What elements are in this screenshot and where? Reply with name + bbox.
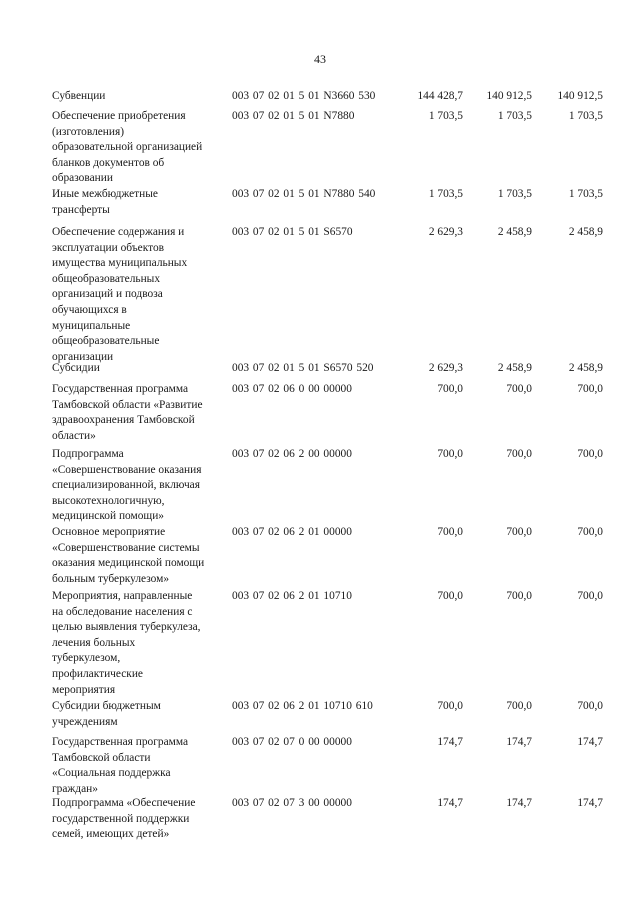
row-name-line: больным туберкулезом» [52,572,170,585]
row-name-line: учреждениям [52,715,118,728]
row-value-1: 174,7 [437,736,463,748]
row-value-2: 174,7 [506,736,532,748]
row-value-3: 700,0 [577,448,603,460]
row-name-line: Обеспечение содержания и [52,226,185,238]
row-value-3: 140 912,5 [557,90,603,102]
row-name-line: (изготовления) [52,125,125,138]
row-name [52,382,228,444]
row-name-line: общеобразовательных [52,272,161,285]
row-name-line: имущества муниципальных [52,257,188,270]
row-name-line: муниципальные [52,319,131,332]
row-value-1: 144 428,7 [417,90,463,102]
row-name-line: области» [52,429,96,442]
row-name-line: Государственная программа [52,383,189,395]
row-name-line: туберкулезом, [52,652,121,665]
row-name-line: образовании [52,172,113,185]
row-name [52,699,228,730]
row-value-2: 700,0 [506,526,532,538]
row-code: 003 07 02 06 0 00 00000 [232,383,352,395]
row-name-line: «Совершенствование системы [52,541,200,554]
row-value-3: 1 703,5 [568,188,603,200]
row-value-2: 2 458,9 [497,226,532,238]
row-value-3: 700,0 [577,700,603,712]
row-name-line: Государственная программа [52,736,189,748]
row-name-line: мероприятия [52,683,116,696]
page-number: 43 [314,52,326,66]
row-name [52,735,228,797]
row-name [52,225,228,365]
row-name [52,109,228,187]
row-name-line: организаций и подвоза [52,288,163,301]
row-name-line: Обеспечение приобретения [52,110,186,122]
row-value-1: 2 629,3 [428,362,463,374]
row-value-1: 700,0 [437,700,463,712]
row-name-line: общеобразовательные [52,335,160,348]
row-name-line: профилактические [52,667,143,680]
row-name-line: организации [52,350,114,363]
row-name [52,361,228,377]
row-value-2: 2 458,9 [497,362,532,374]
row-name-line: «Социальная поддержка [52,767,171,780]
row-name [52,589,228,698]
row-name-line: Мероприятия, направленные [52,590,193,602]
row-value-3: 2 458,9 [568,362,603,374]
row-name-line: Иные межбюджетные [52,188,158,200]
row-code: 003 07 02 01 5 01 N3660 530 [232,90,376,102]
row-name-line: оказания медицинской помощи [52,557,205,570]
row-value-1: 700,0 [437,448,463,460]
row-code: 003 07 02 01 5 01 S6570 520 [232,362,374,374]
row-value-3: 700,0 [577,383,603,395]
row-value-2: 700,0 [506,448,532,460]
row-code: 003 07 02 07 0 00 00000 [232,736,352,748]
row-name-line: Субсидии бюджетным [52,700,161,712]
row-name-line: здравоохранения Тамбовской [52,414,195,427]
row-code: 003 07 02 07 3 00 00000 [232,797,352,809]
row-value-1: 700,0 [437,383,463,395]
row-name-line: эксплуатации объектов [52,241,165,254]
row-value-1: 1 703,5 [428,188,463,200]
row-name [52,447,228,525]
row-name-line: трансферты [52,203,110,216]
row-name-line: бланков документов об [52,156,165,169]
row-value-1: 2 629,3 [428,226,463,238]
row-code: 003 07 02 06 2 01 00000 [232,526,352,538]
row-value-1: 1 703,5 [428,110,463,122]
row-value-1: 700,0 [437,526,463,538]
row-value-2: 700,0 [506,590,532,602]
row-name-line: граждан» [52,782,98,795]
row-name-line: медицинской помощи» [52,510,164,523]
row-code: 003 07 02 06 2 01 10710 [232,590,352,602]
row-name-line: Тамбовской области [52,751,151,764]
row-value-1: 700,0 [437,590,463,602]
row-name-line: высокотехнологичную, [52,494,165,507]
row-name-line: обучающихся в [52,303,127,316]
row-code: 003 07 02 01 5 01 N7880 [232,110,355,122]
row-name-line: целью выявления туберкулеза, [52,621,201,634]
row-name [52,525,228,587]
row-name-line: образовательной организацией [52,141,203,154]
row-value-1: 174,7 [437,797,463,809]
row-value-3: 700,0 [577,526,603,538]
row-name-line: Субвенции [52,90,106,102]
row-name-line: на обследование населения с [52,605,193,618]
row-name-line: лечения больных [52,636,136,649]
row-value-3: 174,7 [577,797,603,809]
row-name-line: семей, имеющих детей» [52,828,170,841]
row-name-line: Подпрограмма «Обеспечение [52,797,196,809]
row-name-line: Подпрограмма [52,448,124,460]
row-name-line: Субсидии [52,362,100,374]
row-value-3: 700,0 [577,590,603,602]
row-name [52,89,228,105]
row-name [52,187,228,218]
row-value-2: 700,0 [506,383,532,395]
row-code: 003 07 02 06 2 00 00000 [232,448,352,460]
row-value-3: 1 703,5 [568,110,603,122]
row-name-line: Основное мероприятие [52,526,166,538]
row-name-line: государственной поддержки [52,812,190,825]
row-value-2: 174,7 [506,797,532,809]
row-name-line: Тамбовской области «Развитие [52,398,203,411]
row-value-2: 1 703,5 [497,188,532,200]
row-code: 003 07 02 06 2 01 10710 610 [232,700,373,712]
row-value-2: 1 703,5 [497,110,532,122]
row-code: 003 07 02 01 5 01 N7880 540 [232,188,376,200]
row-name-line: специализированной, включая [52,479,200,492]
row-name [52,796,228,843]
row-value-3: 2 458,9 [568,226,603,238]
row-value-2: 140 912,5 [486,90,532,102]
row-value-2: 700,0 [506,700,532,712]
row-name-line: «Совершенствование оказания [52,463,202,476]
row-code: 003 07 02 01 5 01 S6570 [232,226,353,238]
row-value-3: 174,7 [577,736,603,748]
